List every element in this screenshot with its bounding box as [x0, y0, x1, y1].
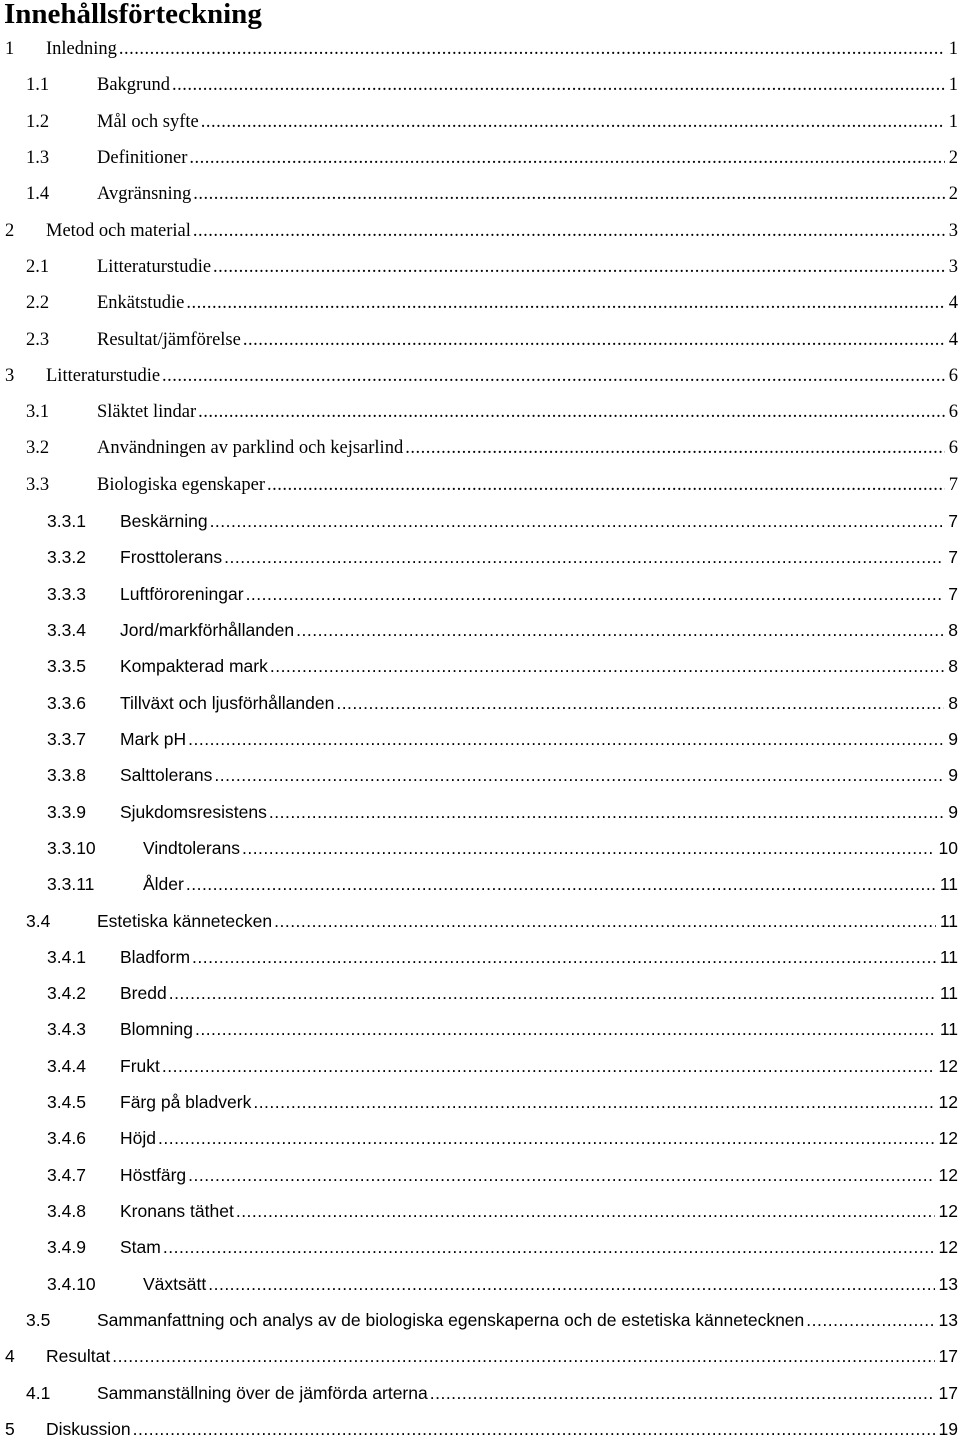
- toc-entry-title: Frosttolerans: [120, 547, 223, 568]
- toc-dot-leader: [236, 1193, 935, 1229]
- toc-entry-page: 8: [948, 692, 958, 713]
- toc-entry-title: Bakgrund: [97, 75, 170, 96]
- toc-entry[interactable]: [0, 685, 960, 721]
- toc-entry-number: 1.1: [26, 75, 50, 96]
- toc-entry-number: 3.4: [26, 910, 51, 931]
- toc-entry[interactable]: [0, 67, 960, 103]
- toc-heading: Innehållsförteckning: [4, 0, 262, 30]
- toc-dot-leader: [133, 1411, 935, 1447]
- toc-entry-number: 3.3.6: [47, 692, 86, 713]
- toc-entry-page: 1: [948, 111, 958, 132]
- toc-entry[interactable]: [0, 903, 960, 939]
- toc-entry[interactable]: [0, 1375, 960, 1411]
- toc-entry[interactable]: [0, 539, 960, 575]
- toc-entry[interactable]: [0, 939, 960, 975]
- toc-entry-title: Växtsätt: [143, 1273, 207, 1294]
- toc-entry-number: 3.4.8: [47, 1201, 86, 1221]
- toc-dot-leader: [208, 1266, 934, 1302]
- toc-entry[interactable]: [0, 1411, 960, 1447]
- toc-dot-leader: [186, 866, 936, 902]
- toc-entry-page: 11: [939, 946, 958, 967]
- toc-dot-leader: [158, 1120, 935, 1156]
- toc-entry-number: 2: [5, 220, 15, 241]
- toc-entry-title: Ålder: [143, 874, 184, 895]
- toc-entry-page: 10: [938, 837, 958, 858]
- toc-entry-number: 3.3.11: [47, 874, 95, 895]
- toc-entry-page: 17: [938, 1382, 958, 1403]
- toc-entry-number: 3.4.3: [47, 1019, 86, 1040]
- toc-dot-leader: [119, 31, 945, 67]
- toc-entry[interactable]: [0, 975, 960, 1011]
- toc-dot-leader: [274, 903, 936, 939]
- toc-entry-number: 3.3.9: [47, 801, 86, 822]
- toc-entry-page: 3: [948, 256, 958, 277]
- toc-dot-leader: [112, 1338, 934, 1374]
- toc-entry-number: 3.4.6: [47, 1128, 86, 1149]
- toc-entry-number: 2.1: [26, 256, 50, 277]
- toc-entry-page: 11: [939, 874, 958, 895]
- toc-entry-number: 3.1: [26, 402, 50, 423]
- toc-dot-leader: [405, 430, 945, 466]
- toc-entry-number: 5: [5, 1418, 15, 1439]
- toc-dot-leader: [192, 939, 936, 975]
- toc-entry-title: Tillväxt och ljusförhållanden: [120, 692, 335, 713]
- toc-dot-leader: [242, 830, 935, 866]
- toc-dot-leader: [336, 685, 944, 721]
- toc-entry-page: 11: [939, 983, 958, 1004]
- toc-entry-number: 1: [5, 39, 15, 59]
- toc-entry[interactable]: [0, 503, 960, 539]
- toc-entry-number: 3.4.9: [47, 1237, 86, 1258]
- toc-entry-page: 17: [938, 1346, 958, 1367]
- toc-entry-title: Estetiska kännetecken: [97, 910, 273, 931]
- toc-entry-title: Metod och material: [46, 220, 191, 241]
- toc-dot-leader: [210, 503, 945, 539]
- toc-entry-number: 4: [5, 1346, 15, 1367]
- toc-entry-title: Användningen av parklind och kejsarlind: [97, 438, 404, 459]
- toc-entry-number: 3.3: [26, 474, 50, 495]
- toc-entry-title: Litteraturstudie: [46, 365, 161, 386]
- toc-entry[interactable]: [0, 1338, 960, 1374]
- toc-entry-page: 9: [948, 801, 958, 822]
- toc-entry-page: 8: [948, 620, 958, 640]
- toc-entry-title: Diskussion: [46, 1418, 131, 1439]
- toc-entry[interactable]: [0, 322, 960, 358]
- toc-dot-leader: [224, 539, 944, 575]
- toc-entry[interactable]: [0, 1266, 960, 1302]
- toc-entry-title: Stam: [120, 1237, 161, 1258]
- toc-entry-page: 7: [948, 583, 958, 604]
- toc-entry[interactable]: [0, 213, 960, 249]
- toc-entry[interactable]: [0, 394, 960, 430]
- toc-dot-leader: [193, 213, 945, 249]
- toc-dot-leader: [806, 1302, 934, 1338]
- toc-entry-title: Inledning: [46, 39, 117, 59]
- toc-entry[interactable]: [0, 612, 960, 648]
- toc-entry-title: Sjukdomsresistens: [120, 801, 267, 822]
- toc-entry[interactable]: [0, 1157, 960, 1193]
- toc-dot-leader: [186, 285, 944, 321]
- toc-entry-title: Färg på bladverk: [120, 1092, 252, 1113]
- toc-entry[interactable]: [0, 249, 960, 285]
- toc-entry-number: 1.4: [26, 184, 50, 205]
- toc-entry-title: Mål och syfte: [97, 111, 199, 132]
- toc-entry-number: 3.3.10: [47, 837, 96, 858]
- toc-entry[interactable]: [0, 830, 960, 866]
- toc-entry-title: Avgränsning: [97, 184, 192, 205]
- toc-dot-leader: [172, 67, 945, 103]
- toc-dot-leader: [198, 394, 945, 430]
- toc-entry-number: 2.2: [26, 293, 50, 314]
- toc-entry-title: Bredd: [120, 983, 167, 1004]
- toc-entry-page: 6: [948, 402, 958, 423]
- toc-dot-leader: [246, 576, 945, 612]
- toc-entry-page: 2: [948, 184, 958, 205]
- toc-entry-number: 3.2: [26, 438, 50, 459]
- toc-entry-number: 3.4.2: [47, 983, 86, 1004]
- toc-dot-leader: [214, 757, 944, 793]
- toc-entry-title: Definitioner: [97, 147, 188, 168]
- toc-entry-number: 3.4.1: [47, 946, 86, 967]
- toc-dot-leader: [296, 612, 944, 648]
- toc-entry-page: 13: [938, 1273, 958, 1294]
- toc-entry-page: 8: [948, 656, 958, 677]
- toc-entry-page: 3: [948, 220, 958, 241]
- toc-entry[interactable]: [0, 285, 960, 321]
- toc-entry-number: 3.3.3: [47, 583, 86, 604]
- toc-entry-page: 7: [948, 474, 958, 495]
- toc-entry-page: 11: [939, 910, 958, 931]
- toc-entry-number: 3.3.7: [47, 728, 86, 749]
- toc-entry-page: 2: [948, 147, 958, 168]
- toc-dot-leader: [269, 794, 944, 830]
- toc-entry-page: 6: [948, 438, 958, 459]
- toc-entry-number: 2.3: [26, 329, 50, 350]
- toc-entry-page: 11: [939, 1019, 958, 1040]
- toc-entry-page: 7: [948, 547, 958, 568]
- toc-entry[interactable]: [0, 176, 960, 212]
- toc-entry-page: 12: [938, 1237, 958, 1258]
- toc-entry[interactable]: [0, 757, 960, 793]
- toc-entry-number: 3.3.8: [47, 765, 86, 786]
- toc-entry[interactable]: [0, 1011, 960, 1047]
- toc-dot-leader: [163, 1229, 935, 1265]
- toc-entry-title: Släktet lindar: [97, 402, 197, 423]
- toc-entry[interactable]: [0, 1048, 960, 1084]
- toc-entry[interactable]: [0, 430, 960, 466]
- toc-entry-title: Luftföroreningar: [120, 583, 244, 604]
- toc-dot-leader: [213, 249, 945, 285]
- toc-dot-leader: [169, 975, 936, 1011]
- toc-entry[interactable]: [0, 1193, 960, 1229]
- toc-entry-page: 12: [938, 1201, 958, 1221]
- toc-entry-number: 3: [5, 365, 15, 386]
- toc-entry-title: Beskärning: [120, 511, 208, 532]
- toc-entry[interactable]: [0, 31, 960, 67]
- toc-list: [0, 31, 960, 1447]
- toc-entry[interactable]: [0, 1229, 960, 1265]
- toc-dot-leader: [188, 1157, 934, 1193]
- toc-entry-page: 1: [948, 75, 958, 96]
- toc-entry-page: 4: [948, 293, 958, 314]
- toc-entry-page: 19: [938, 1418, 958, 1439]
- toc-entry-number: 3.4.10: [47, 1273, 96, 1294]
- toc-entry-number: 1.2: [26, 111, 50, 132]
- toc-entry-title: Kronans täthet: [120, 1201, 234, 1221]
- toc-entry-number: 1.3: [26, 147, 50, 168]
- toc-dot-leader: [267, 467, 945, 503]
- toc-entry-title: Frukt: [120, 1055, 160, 1076]
- toc-entry[interactable]: [0, 648, 960, 684]
- toc-entry-page: 12: [938, 1164, 958, 1185]
- toc-entry-page: 9: [948, 765, 958, 786]
- toc-dot-leader: [162, 358, 945, 394]
- toc-dot-leader: [189, 140, 944, 176]
- toc-entry-page: 12: [938, 1055, 958, 1076]
- toc-entry-title: Blomning: [120, 1019, 193, 1040]
- toc-entry-title: Kompakterad mark: [120, 656, 268, 677]
- toc-dot-leader: [253, 1084, 934, 1120]
- toc-entry-number: 3.3.5: [47, 656, 86, 677]
- toc-entry-title: Höjd: [120, 1128, 156, 1149]
- toc-entry-number: 3.3.4: [47, 620, 86, 640]
- toc-entry-page: 7: [948, 511, 958, 532]
- toc-entry-number: 3.4.5: [47, 1092, 86, 1113]
- toc-entry-title: Sammanfattning och analys av de biologiska egenskaperna och de estetiska kännetecknen: [97, 1309, 805, 1330]
- toc-entry[interactable]: [0, 866, 960, 902]
- toc-dot-leader: [162, 1048, 935, 1084]
- toc-entry-page: 1: [948, 39, 958, 59]
- toc-entry-number: 3.5: [26, 1309, 51, 1330]
- toc-dot-leader: [188, 721, 944, 757]
- toc-entry-number: 3.3.2: [47, 547, 86, 568]
- toc-entry-title: Höstfärg: [120, 1164, 187, 1185]
- toc-dot-leader: [270, 648, 944, 684]
- toc-entry-number: 3.4.7: [47, 1164, 86, 1185]
- toc-entry[interactable]: [0, 576, 960, 612]
- toc-entry-page: 4: [948, 329, 958, 350]
- toc-dot-leader: [243, 322, 945, 358]
- toc-entry-page: 12: [938, 1128, 958, 1149]
- toc-entry-page: 6: [948, 365, 958, 386]
- toc-entry-title: Jord/markförhållanden: [120, 620, 295, 640]
- toc-dot-leader: [430, 1375, 935, 1411]
- toc-entry[interactable]: [0, 1302, 960, 1338]
- toc-dot-leader: [195, 1011, 936, 1047]
- toc-entry[interactable]: [0, 721, 960, 757]
- toc-entry-title: Biologiska egenskaper: [97, 474, 265, 495]
- toc-entry-title: Resultat: [46, 1346, 111, 1367]
- toc-entry[interactable]: [0, 104, 960, 140]
- toc-entry-page: 13: [938, 1309, 958, 1330]
- toc-dot-leader: [201, 104, 945, 140]
- toc-entry-title: Mark pH: [120, 728, 187, 749]
- toc-entry-title: Resultat/jämförelse: [97, 329, 241, 350]
- toc-entry-title: Enkätstudie: [97, 293, 185, 314]
- toc-entry-number: 3.3.1: [47, 511, 86, 532]
- toc-entry-page: 12: [938, 1092, 958, 1113]
- toc-entry[interactable]: [0, 467, 960, 503]
- toc-entry-title: Salttolerans: [120, 765, 213, 786]
- toc-entry-number: 3.4.4: [47, 1055, 86, 1076]
- toc-entry-number: 4.1: [26, 1382, 51, 1403]
- toc-entry-title: Litteraturstudie: [97, 256, 212, 277]
- toc-entry[interactable]: [0, 140, 960, 176]
- toc-entry[interactable]: [0, 794, 960, 830]
- toc-dot-leader: [193, 176, 945, 212]
- toc-entry[interactable]: [0, 358, 960, 394]
- toc-entry-title: Bladform: [120, 946, 191, 967]
- toc-entry[interactable]: [0, 1084, 960, 1120]
- toc-entry-title: Vindtolerans: [143, 837, 240, 858]
- toc-entry[interactable]: [0, 1120, 960, 1156]
- toc-entry-title: Sammanställning över de jämförda arterna: [97, 1382, 428, 1403]
- toc-entry-page: 9: [948, 728, 958, 749]
